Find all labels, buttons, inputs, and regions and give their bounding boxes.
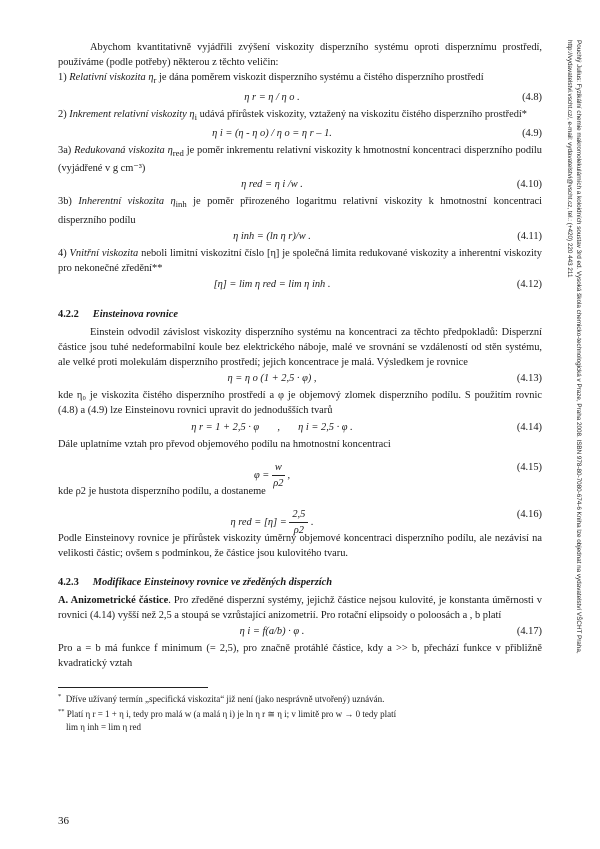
- equation-math: η r = 1 + 2,5 · φ , η i = 2,5 · φ .: [191, 421, 353, 433]
- fraction: [289, 507, 308, 538]
- equation-math: η i = (η - η o) / η o = η r – 1.: [212, 127, 332, 139]
- side-note-text: Pouchlý Julius: Fyzikální chemie makromolekulárních a koloidních soustav 3rd ed. Vysoká škola chemicko-technologická v Praze, Praha 2008. ISBN 978-80-7080-674-6 Kniha lze objednat na vydavatelství VŠCHT Praha, http://vydavatelstvi.vscht.cz/, e-mail: vydavatelstvi@vscht.cz, tel.: (+420) 220 443 211: [566, 40, 582, 654]
- footnote-2: ** Platí η r = 1 + η i, tedy pro malá w (a malá η i) je ln η r ≅ η i; v limitě pro w → 0 tedy platí: [58, 707, 397, 719]
- equation-number: (4.15): [516, 461, 542, 473]
- item-lead: 4): [58, 247, 70, 259]
- equation-number: (4.17): [516, 625, 542, 637]
- equation-math: [η] = lim η red = lim η inh .: [213, 279, 331, 291]
- item-text: je poměr přirozeného logaritmu relativní viskozity k hmotnostní koncentraci disperzního podílu: [58, 196, 542, 226]
- equation-math: η r = η / η o .: [244, 91, 300, 103]
- section-number: 4.2.3: [58, 577, 79, 589]
- item-symbol: η: [189, 108, 195, 120]
- equation-number: (4.13): [516, 373, 542, 385]
- paragraph-conclusion: Podle Einsteinovy rovnice je přírůstek viskozity úměrný objemové koncentraci disperzního podílu, ale nezávisí na velikosti částic; ovšem s podmínkou, že částice jsou kulovitého tvaru.: [58, 532, 542, 560]
- equation-tail: ,: [284, 469, 291, 481]
- item-text: neboli limitní viskozitní číslo [η] je společná limita redukované viskozity a inherentní viskozity pro nekonečné zředění**: [58, 247, 542, 275]
- item-symbol: η: [170, 196, 176, 208]
- equation-number: (4.10): [516, 179, 542, 191]
- paragraph-quadratic: Pro a = b má funkce f minimum (= 2,5), pro značně protáhlé částice, kdy a >> b, přechází funkce v přibližně kvadratický vztah: [58, 642, 542, 670]
- section-title: Modifikace Einsteinovy rovnice ve zředěných disperzích: [92, 577, 333, 589]
- section-number: 4.2.2: [58, 309, 79, 321]
- equation-number: (4.11): [517, 230, 542, 242]
- equation-4-15: [58, 453, 542, 489]
- equation-4-9: [58, 126, 542, 142]
- equation-math: [58, 460, 486, 491]
- equation-lhs: φ =: [253, 469, 270, 481]
- equation-number: (4.12): [516, 279, 542, 291]
- paragraph-anisometric: [58, 593, 542, 623]
- item-symbol-sub: inh: [175, 199, 187, 210]
- equation-lhs: η red = [η] =: [230, 517, 287, 529]
- page-number: 36: [58, 815, 69, 827]
- equation-4-13: [58, 371, 542, 387]
- fraction-numerator: 2,5: [289, 507, 308, 523]
- equation-tail: .: [308, 517, 314, 529]
- equation-4-12: [58, 277, 542, 293]
- paragraph-conversion: Dále uplatníme vztah pro převod objemového podílu na hmotnostní koncentraci: [58, 438, 391, 450]
- item-text: je dána poměrem viskozit disperzního systému a čistého disperzního prostředí: [156, 72, 484, 84]
- equation-number: (4.9): [522, 127, 542, 139]
- footnote-1: * Dříve užívaný termín „specifická viskozita“ již není (jako nesprávně utvořený) uznáván.: [58, 693, 385, 705]
- item-term: Vnitřní viskozita: [69, 247, 139, 259]
- footnote-rule: [58, 687, 208, 688]
- footnote-text: Platí η r = 1 + η i, tedy pro malá w (a malá η i) je ln η r ≅ η i; v limitě pro w → 0 tedy platí: [66, 708, 397, 719]
- paragraph-density: kde ρ2 je hustota disperzního podílu, a dostaneme: [58, 485, 266, 497]
- section-heading-4-2-3: [58, 575, 542, 590]
- equation-number: (4.16): [516, 508, 542, 520]
- equation-math: η = η o (1 + 2,5 · φ) ,: [227, 373, 317, 385]
- footnote-text: Dříve užívaný termín „specifická viskozita“ již není (jako nesprávně utvořený) uznáván.: [65, 694, 385, 705]
- equation-number: (4.8): [522, 91, 542, 103]
- item-2: [58, 107, 542, 125]
- equation-4-11: [58, 229, 542, 245]
- fraction-denominator: ρ2: [293, 525, 304, 537]
- item-text: je poměr inkrementu relativní viskozity k hmotnostní koncentraci disperzního podílu (vyjádřené v g cm⁻³): [58, 144, 542, 175]
- page-body: [58, 40, 542, 733]
- equation-number: (4.14): [516, 421, 542, 433]
- item-text: udává přírůstek viskozity, vztažený na viskozitu čistého disperzního prostředí*: [196, 108, 527, 120]
- item-lead: 3b): [58, 196, 79, 208]
- fraction: [272, 460, 285, 491]
- item-term: Redukovaná viskozita: [74, 144, 165, 156]
- item-1: [58, 70, 542, 88]
- equation-math: η inh = (ln η r)/w .: [233, 230, 311, 242]
- equation-4-8: [58, 90, 542, 106]
- paragraph-text: . Pro zředěné disperzní systémy, jejichž částice nejsou kulovité, je konstanta úměrnosti v rovnici (4.14) vyšší než 2,5 a stoupá se vzrůstající anizometrií. Pro rotační elipsoidy o poloosách a , b platí: [58, 594, 542, 621]
- equation-4-14: [58, 420, 542, 436]
- equation-4-17: [58, 624, 542, 640]
- item-term: Relativní viskozita: [69, 72, 146, 84]
- item-lead: 2): [58, 108, 70, 120]
- fraction-numerator: w: [272, 460, 285, 476]
- item-3b: [58, 194, 542, 227]
- fraction-denominator: ρ2: [273, 477, 284, 489]
- equation-4-10: [58, 177, 542, 193]
- item-3a: [58, 143, 542, 176]
- item-lead: 3a): [58, 144, 75, 156]
- section-title: Einsteinova rovnice: [92, 309, 178, 321]
- section-heading-4-2-2: [58, 307, 542, 322]
- item-4: [58, 246, 542, 276]
- equation-math: η i = f(a/b) · φ .: [239, 625, 305, 637]
- item-symbol-sub: i: [194, 111, 197, 122]
- item-lead: 1): [58, 72, 70, 84]
- item-term: Inherentní viskozita: [78, 196, 165, 208]
- equation-math: η red = η i /w .: [241, 179, 303, 191]
- item-symbol-sub: r: [153, 75, 157, 86]
- footnote-2-limit: lim η inh = lim η red: [66, 721, 141, 732]
- paragraph-eta0: kde η₀ je viskozita čistého disperzního prostředí a φ je objemový zlomek disperzního podílu. S použitím rovnic (4.8) a (4.9) lze Einsteinovu rovnici upravit do jednodušších tvarů: [58, 390, 542, 417]
- item-term: Inkrement relativní viskozity: [69, 108, 187, 120]
- paragraph-bold-lead: A. Anizometrické částice: [58, 594, 169, 606]
- intro-paragraph: Abychom kvantitativně vyjádřili zvýšení viskozity disperzního systému oproti disperznímu prostředí, používáme (podle potřeby) některou z těchto veličin:: [58, 42, 542, 69]
- paragraph-einstein: Einstein odvodil závislost viskozity disperzního systému na koncentraci za těchto předpokladů: Disperzní částice jsou tuhé nedeformabilní koule bez elektrického náboje, malé ve srovnání se vzdáleností od stěn systému, ale velké proti molekulám disperzního prostředí; jejich koncentrace je malá. Výsledkem je rovnice: [58, 326, 542, 368]
- equation-math: [58, 507, 486, 538]
- item-symbol: η: [148, 72, 154, 84]
- item-symbol-sub: red: [172, 148, 184, 159]
- side-note: [549, 40, 597, 660]
- item-symbol: η: [167, 144, 173, 156]
